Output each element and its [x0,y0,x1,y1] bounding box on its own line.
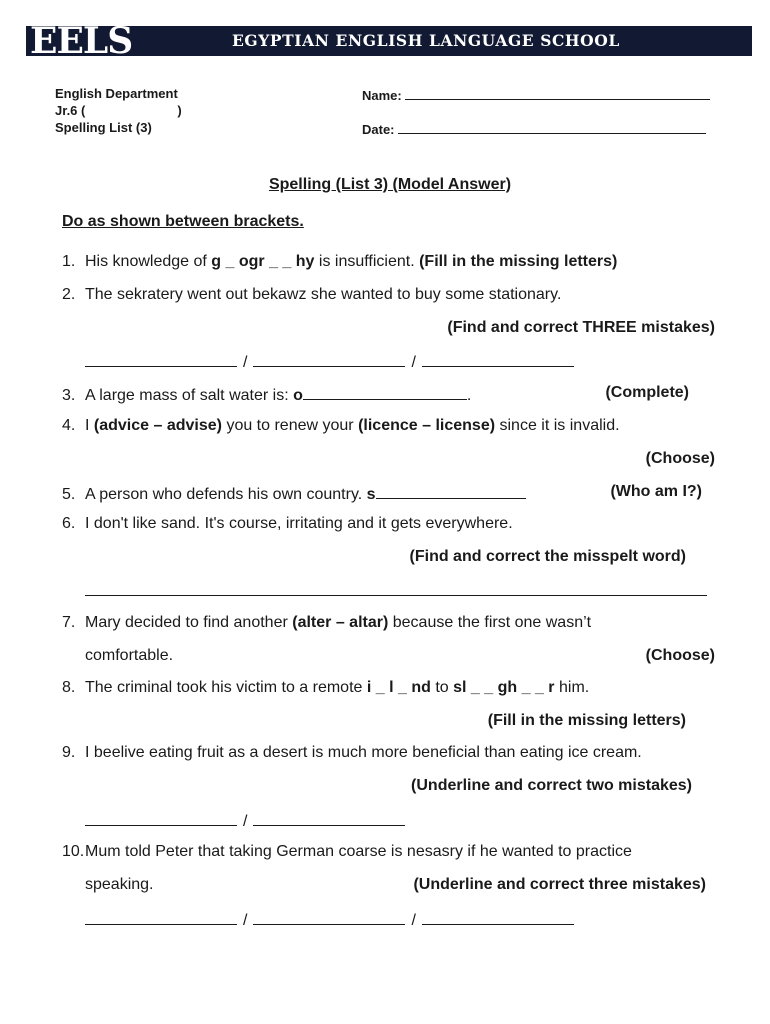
task-instruction: (Find and correct the misspelt word) [409,548,686,565]
missing-letters-word: g _ ogr _ _ hy [211,253,315,270]
question-9: 9. I beelive eating fruit as a desert is much more beneficial than eating ice cream. [62,744,642,761]
grade-label: Jr.6 ( [55,103,86,118]
instruction: Do as shown between brackets. [62,213,304,230]
task-instruction: (Underline and correct two mistakes) [411,777,692,794]
question-10-continued: speaking. [85,876,154,893]
grade-line: Jr.6 ( ) [55,103,182,118]
question-8: 8. The criminal took his victim to a remote i _ l _ nd to sl _ _ gh _ _ r him. [62,679,590,696]
question-10: 10.Mum told Peter that taking German coarse is nesasry if he wanted to practice [62,843,632,860]
date-blank[interactable] [398,120,706,134]
task-instruction: (Choose) [645,647,715,664]
question-3: 3. A large mass of salt water is: o . [62,383,471,406]
answer-blanks-q2[interactable]: / / [85,350,574,373]
task-instruction: (Choose) [645,450,715,467]
answer-blank[interactable] [253,809,405,826]
school-name: EGYPTIAN ENGLISH LANGUAGE SCHOOL [232,31,620,50]
question-2: 2. The sekratery went out bekawz she wanted to buy some stationary. [62,286,562,303]
question-4: 4. I (advice – advise) you to renew your (licence – license) since it is invalid. [62,417,620,434]
task-instruction: (Fill in the missing letters) [419,253,618,270]
missing-letters-word: sl _ _ gh _ _ r [453,679,555,696]
answer-blanks-q9[interactable]: / [85,809,405,832]
choice-pair: (advice – advise) [93,417,222,434]
question-7: 7. Mary decided to find another (alter – altar) because the first one wasn’t [62,614,592,631]
answer-blank[interactable] [85,350,237,367]
answer-blank[interactable] [85,908,237,925]
answer-blanks-q6[interactable] [85,579,707,602]
list-label: Spelling List (3) [55,120,152,135]
answer-blank[interactable] [253,908,405,925]
question-6: 6. I don't like sand. It's course, irritating and it gets everywhere. [62,515,513,532]
question-5: 5. A person who defends his own country. s [62,482,526,505]
answer-blank[interactable] [85,809,237,826]
question-1: 1. His knowledge of g _ ogr _ _ hy is insufficient. (Fill in the missing letters) [62,253,618,270]
answer-blank[interactable] [85,579,707,596]
task-instruction: (Who am I?) [610,483,702,500]
answer-blank[interactable] [253,350,405,367]
school-logo: EELS [30,26,133,56]
name-label: Name: [362,88,402,103]
question-7-continued: comfortable. [85,647,174,664]
task-instruction: (Find and correct THREE mistakes) [447,319,715,336]
answer-blank[interactable] [422,908,574,925]
page-title: Spelling (List 3) (Model Answer) [268,176,512,193]
answer-blank[interactable] [376,482,526,499]
choice-pair: (licence – license) [358,417,496,434]
date-field[interactable] [362,120,706,138]
date-label: Date: [362,122,395,137]
name-field[interactable] [362,86,710,104]
answer-blank[interactable] [303,383,467,400]
missing-letters-word: i _ l _ nd [366,679,431,696]
answer-blank[interactable] [422,350,574,367]
name-blank[interactable] [405,86,710,100]
task-instruction: (Underline and correct three mistakes) [413,876,706,893]
choice-pair: (alter – altar) [292,614,389,631]
school-banner [26,26,752,56]
task-instruction: (Fill in the missing letters) [487,712,686,729]
answer-blanks-q10[interactable]: / / [85,908,574,931]
task-instruction: (Complete) [605,384,689,401]
department-label: English Department [55,86,178,101]
